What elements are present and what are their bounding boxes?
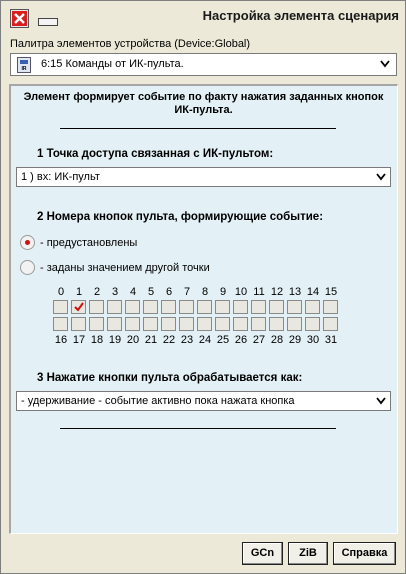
press-mode-value: - удерживание - событие активно пока нажата кнопка (21, 395, 295, 407)
button-number-label: 28 (270, 334, 284, 346)
button-31-checkbox[interactable] (323, 317, 338, 331)
radio-other-point[interactable] (20, 260, 210, 275)
chevron-down-icon (380, 58, 390, 73)
section-1-title: 1 Точка доступа связанная с ИК-пультом: (37, 148, 274, 160)
button-number-label: 21 (144, 334, 158, 346)
button-16-checkbox[interactable] (53, 317, 68, 331)
button-30-checkbox[interactable] (305, 317, 320, 331)
button-number-label: 16 (54, 334, 68, 346)
button-number-label: 20 (126, 334, 140, 346)
button-number-label: 29 (288, 334, 302, 346)
help-button[interactable]: Справка (333, 542, 396, 565)
button-5-checkbox[interactable] (143, 300, 158, 314)
radio-button[interactable] (20, 260, 35, 275)
button-number-label: 6 (165, 286, 173, 298)
button-20-checkbox[interactable] (125, 317, 140, 331)
button-27-checkbox[interactable] (251, 317, 266, 331)
button-number-label: 14 (306, 286, 320, 298)
button-17-checkbox[interactable] (71, 317, 86, 331)
button-number-label: 23 (180, 334, 194, 346)
minimize-button[interactable] (38, 18, 58, 26)
button-11-checkbox[interactable] (251, 300, 266, 314)
palette-dropdown[interactable] (10, 53, 397, 76)
button-12-checkbox[interactable] (269, 300, 284, 314)
button-number-label: 1 (75, 286, 83, 298)
check-icon (73, 301, 85, 313)
button-number-label: 22 (162, 334, 176, 346)
button-number-label: 19 (108, 334, 122, 346)
close-button[interactable] (10, 9, 29, 28)
zib-button[interactable]: ZiB (288, 542, 328, 565)
button-15-checkbox[interactable] (323, 300, 338, 314)
radio-preset[interactable] (20, 235, 137, 250)
chevron-down-icon (376, 395, 386, 410)
button-26-checkbox[interactable] (233, 317, 248, 331)
button-number-label: 7 (183, 286, 191, 298)
button-8-checkbox[interactable] (197, 300, 212, 314)
button-22-checkbox[interactable] (161, 317, 176, 331)
button-number-label: 15 (324, 286, 338, 298)
divider (60, 428, 336, 429)
button-number-label: 11 (253, 286, 265, 298)
button-25-checkbox[interactable] (215, 317, 230, 331)
button-2-checkbox[interactable] (89, 300, 104, 314)
button-21-checkbox[interactable] (143, 317, 158, 331)
radio-other-label: - заданы значением другой точки (40, 261, 210, 274)
button-number-label: 27 (252, 334, 266, 346)
button-29-checkbox[interactable] (287, 317, 302, 331)
title-bar (1, 1, 405, 31)
button-number-grid (53, 286, 343, 346)
button-4-checkbox[interactable] (125, 300, 140, 314)
button-number-label: 0 (57, 286, 65, 298)
button-19-checkbox[interactable] (107, 317, 122, 331)
element-description: Элемент формирует событие по факту нажатия заданных кнопок ИК-пульта. (23, 91, 384, 116)
button-3-checkbox[interactable] (107, 300, 122, 314)
button-28-checkbox[interactable] (269, 317, 284, 331)
button-number-label: 17 (72, 334, 86, 346)
bottom-number-row (53, 334, 343, 346)
access-point-dropdown[interactable] (16, 167, 391, 187)
chevron-down-icon (376, 171, 386, 186)
access-point-value: 1 ) вх: ИК-пульт (21, 171, 100, 183)
button-number-label: 5 (147, 286, 155, 298)
close-icon (12, 11, 27, 26)
section-3-title: 3 Нажатие кнопки пульта обрабатывается как: (37, 372, 303, 384)
bottom-checkbox-row (53, 317, 343, 333)
button-18-checkbox[interactable] (89, 317, 104, 331)
top-number-row (53, 286, 343, 298)
button-7-checkbox[interactable] (179, 300, 194, 314)
section-2-title: 2 Номера кнопок пульта, формирующие событие: (37, 211, 324, 223)
palette-label: Палитра элементов устройства (Device:Global) (10, 38, 251, 50)
button-24-checkbox[interactable] (197, 317, 212, 331)
button-number-label: 26 (234, 334, 248, 346)
button-number-label: 12 (270, 286, 284, 298)
press-mode-dropdown[interactable] (16, 391, 391, 411)
top-checkbox-row (53, 300, 343, 316)
button-number-label: 4 (129, 286, 137, 298)
divider (60, 128, 336, 129)
button-9-checkbox[interactable] (215, 300, 230, 314)
button-number-label: 8 (201, 286, 209, 298)
palette-selected-value: 6:15 Команды от ИК-пульта. (41, 58, 184, 70)
button-1-checkbox[interactable] (71, 300, 86, 314)
button-number-label: 9 (219, 286, 227, 298)
button-number-label: 24 (198, 334, 212, 346)
button-number-label: 3 (111, 286, 119, 298)
button-number-label: 31 (324, 334, 338, 346)
button-0-checkbox[interactable] (53, 300, 68, 314)
button-number-label: 30 (306, 334, 320, 346)
button-number-label: 25 (216, 334, 230, 346)
button-6-checkbox[interactable] (161, 300, 176, 314)
gcn-button[interactable]: GCn (242, 542, 283, 565)
button-14-checkbox[interactable] (305, 300, 320, 314)
button-number-label: 2 (93, 286, 101, 298)
button-number-label: 10 (234, 286, 248, 298)
radio-preset-label: - предустановлены (40, 236, 138, 249)
button-23-checkbox[interactable] (179, 317, 194, 331)
button-number-label: 18 (90, 334, 104, 346)
radio-button-selected[interactable] (20, 235, 35, 250)
window-title: Настройка элемента сценария (202, 8, 399, 23)
element-settings-panel (9, 84, 398, 534)
button-10-checkbox[interactable] (233, 300, 248, 314)
ir-remote-icon: IR (17, 57, 31, 73)
button-13-checkbox[interactable] (287, 300, 302, 314)
button-number-label: 13 (288, 286, 302, 298)
